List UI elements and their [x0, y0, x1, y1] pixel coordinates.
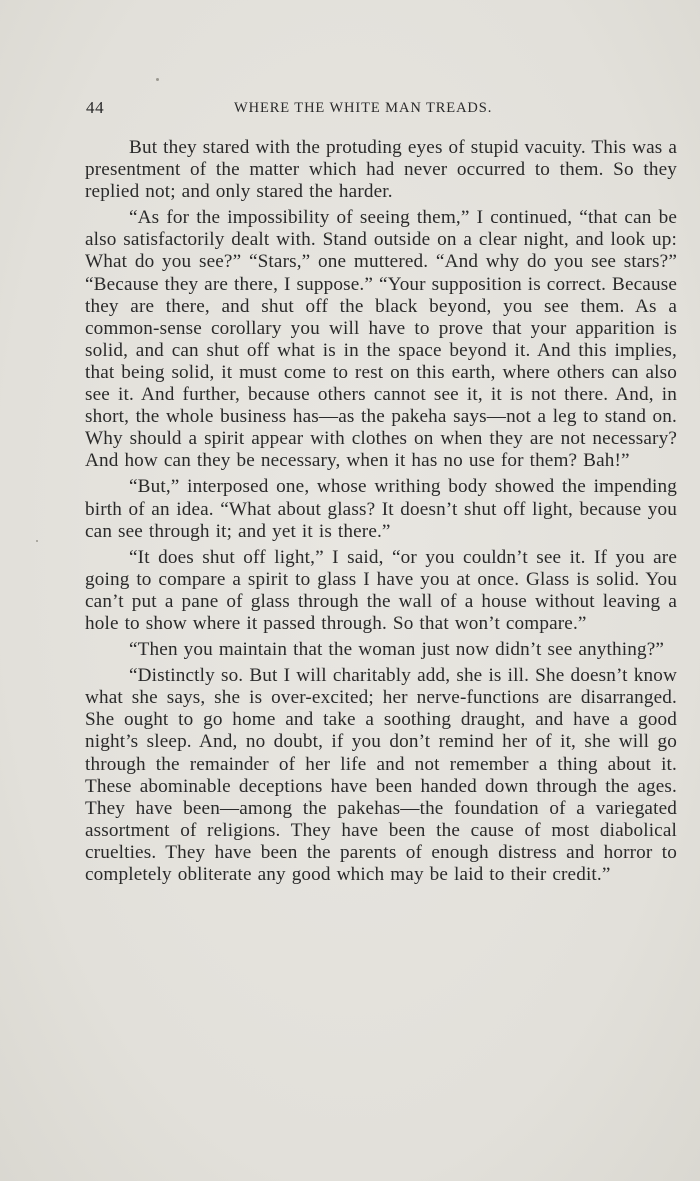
paragraph: “It does shut off light,” I said, “or you couldn’t see it. If you are going to compare a spirit to glass I have you at once. Glass is solid. You can’t put a pane of glass through the wall of a house without leaving a hole to show where it passed through. So that won’t compare.”	[85, 546, 677, 634]
page-number: 44	[86, 98, 105, 117]
paragraph: “But,” interposed one, whose writhing body showed the impending birth of an idea. “What about glass? It doesn’t shut off light, because you can see through it; and yet it is there.”	[85, 476, 677, 542]
page-header	[86, 98, 676, 120]
running-title: WHERE THE WHITE MAN TREADS.	[234, 100, 493, 116]
body-text	[85, 137, 677, 890]
paper-speck	[36, 540, 38, 542]
paragraph: “Then you maintain that the woman just now didn’t see anything?”	[129, 639, 665, 661]
paragraph: But they stared with the protuding eyes of stupid vacuity. This was a presentment of the matter which had never occurred to them. So they replied not; and only stared the harder.	[85, 137, 677, 203]
paragraph: “As for the impossibility of seeing them,” I continued, “that can be also satisfactorily dealt with. Stand outside on a clear night, and look up: What do you see?” “Stars,” one muttered. “And why do you see stars?” “Because they are there, I suppose.” “Your supposition is correct. Because they are there, and shut off the black beyond, you see them. As a common-sense corollary you will have to prove that your apparition is solid, and can shut off what is in the space beyond it. And this implies, that being solid, it must come to rest on this earth, where others can also see it. And further, because others cannot see it, it is not there. And, in short, the whole business has—as the pakeha says—not a leg to stand on. Why should a spirit appear with clothes on when they are not necessary? And how can they be necessary, when it has no use for them? Bah!”	[85, 207, 677, 472]
paragraph: “Distinctly so. But I will charitably add, she is ill. She doesn’t know what she says, she is over-excited; her nerve-functions are disarranged. She ought to go home and take a soothing draught, and have a good night’s sleep. And, no doubt, if you don’t remind her of it, she will go through the remainder of her life and not remember a thing about it. These abominable deceptions have been handed down through the ages. They have been—among the pakehas—the foundation of a variegated assortment of religions. They have been the cause of most diabolical cruelties. They have been the parents of enough distress and horror to completely obliterate any good which may be laid to their credit.”	[85, 665, 677, 885]
paper-speck	[156, 78, 159, 81]
